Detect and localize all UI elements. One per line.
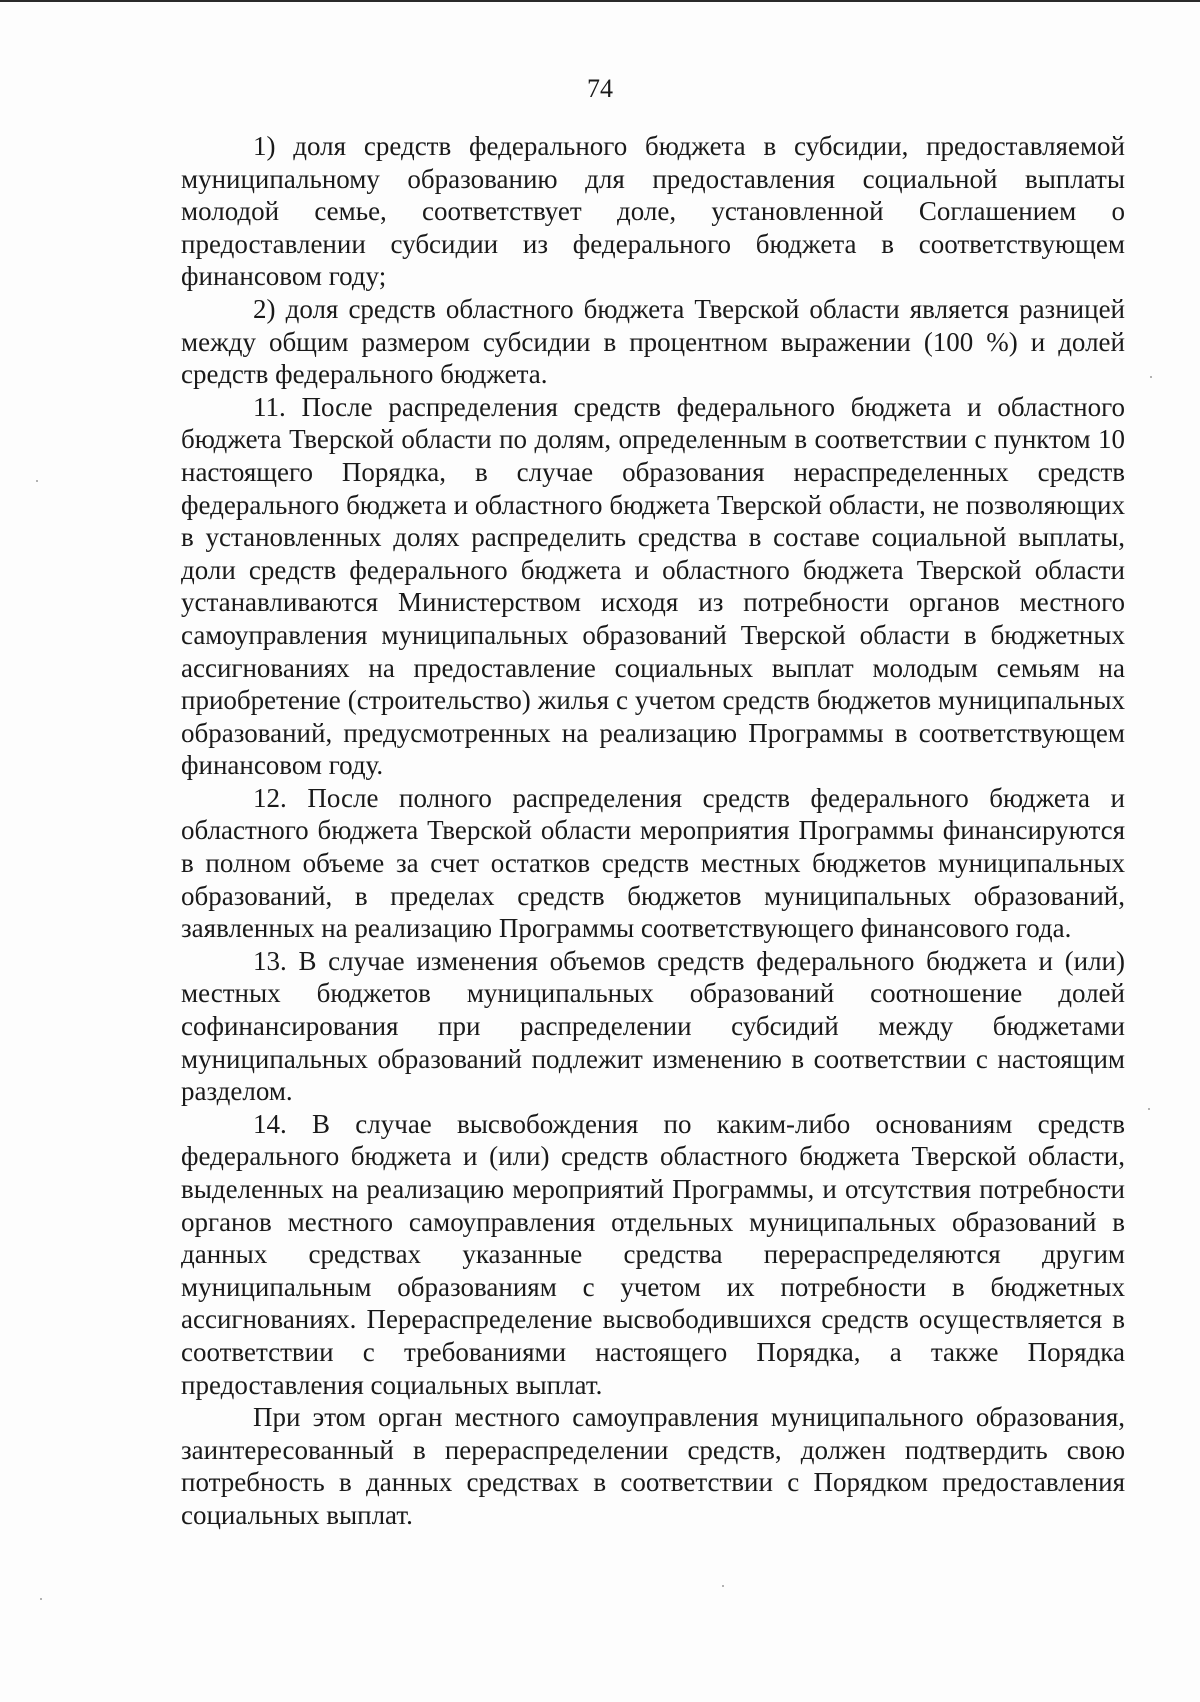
scan-speck (1148, 1108, 1150, 1110)
paragraph-final: При этом орган местного самоуправления муниципального образования, заинтересованный в перераспределении средств, должен подтвердить свою потребность в данных средствах в соответствии с Порядком предоставления социальных выплат. (181, 1402, 1125, 1530)
paragraph-item-12: 12. После полного распределения средств федерального бюджета и областного бюджета Тверской области мероприятия Программы финансируются в полном объеме за счет остатков средств местных бюджетов муниципальных образований, в пределах средств бюджетов муниципальных образований, заявленных на реализацию Программы соответствующего финансового года. (181, 782, 1125, 944)
paragraph-item-14: 14. В случае высвобождения по каким-либо основаниям средств федерального бюджета и (или) средств областного бюджета Тверской области, выделенных на реализацию мероприятий Программы, и отсутствия потребности органов местного самоуправления отдельных муниципальных образований в данных средствах указанные средства перераспределяются другим муниципальным образованиям с учетом их потребности в бюджетных ассигнованиях. Перераспределение высвободившихся средств осуществляется в соответствии с требованиями настоящего Порядка, а также Порядка предоставления социальных выплат. (181, 1108, 1125, 1400)
scan-speck (1150, 376, 1152, 378)
scan-speck (722, 1585, 724, 1587)
paragraph-share-federal: 1) доля средств федерального бюджета в субсидии, предоставляемой муниципальному образованию для предоставления социальной выплаты молодой семье, соответствует доле, установленной Соглашением о предоставлении субсидии из федерального бюджета в соответствующем финансовом году; (181, 131, 1125, 292)
paragraph-item-13: 13. В случае изменения объемов средств федерального бюджета и (или) местных бюджетов муниципальных образований соотношение долей софинансирования при распределении субсидий между бюджетами муниципальных образований подлежит изменению в соответствии с настоящим разделом. (181, 945, 1125, 1107)
scan-top-edge (0, 0, 1200, 2)
paragraph-item-11: 11. После распределения средств федерального бюджета и областного бюджета Тверской области по долям, определенным в соответствии с пунктом 10 настоящего Порядка, в случае образования нераспределенных средств федерального бюджета и областного бюджета Тверской области, не позволяющих в установленных долях распределить средства в составе социальной выплаты, доли средств федерального бюджета и областного бюджета Тверской области устанавливаются Министерством исходя из потребности органов местного самоуправления муниципальных образований Тверской области в бюджетных ассигнованиях на предоставление социальных выплат молодым семьям на приобретение (строительство) жилья с учетом средств бюджетов муниципальных образований, предусмотренных на реализацию Программы в соответствующем финансовом году. (181, 391, 1125, 781)
document-body (181, 130, 1125, 1532)
paragraph-share-regional: 2) доля средств областного бюджета Тверской области является разницей между общим размером субсидии в процентном выражении (100 %) и долей средств федерального бюджета. (181, 293, 1125, 390)
scan-speck (40, 1598, 42, 1600)
page-number: 74 (587, 74, 613, 103)
scan-speck (36, 480, 38, 482)
